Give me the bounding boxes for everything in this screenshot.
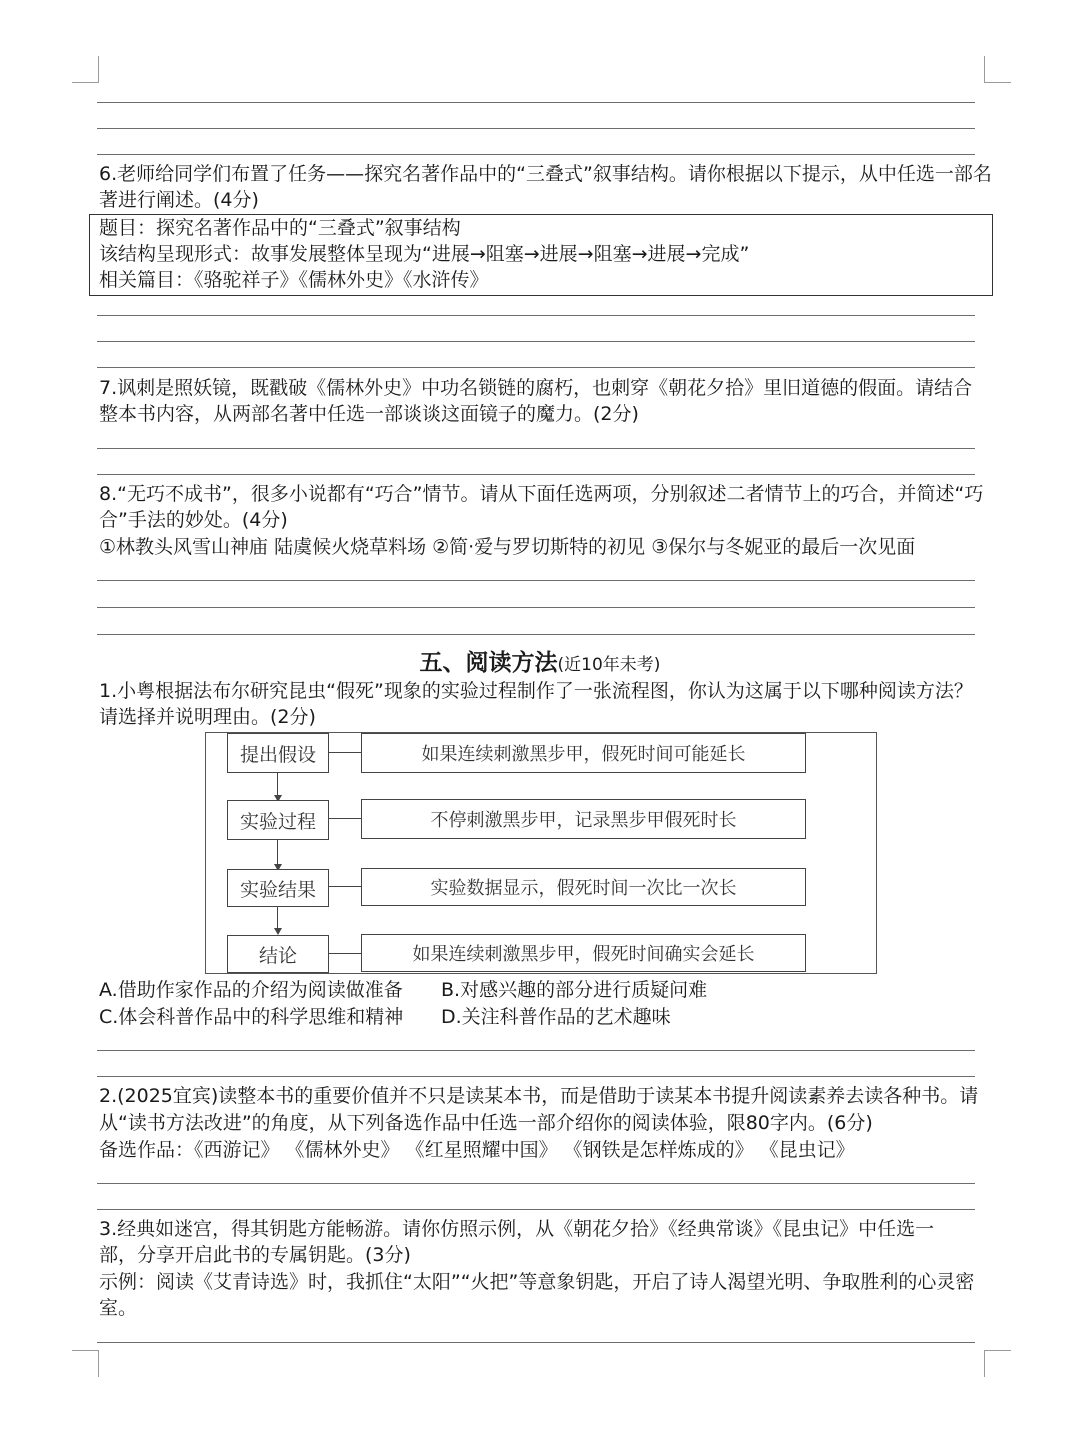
corner-mark-bottom-right: [984, 1350, 1011, 1377]
q6-hint-form: 该结构呈现形式：故事发展整体呈现为“进展→阻塞→进展→阻塞→进展→完成”: [99, 243, 750, 265]
answer-line: [97, 128, 975, 129]
corner-mark-bottom-left: [72, 1350, 99, 1377]
answer-line: [97, 1342, 975, 1343]
answer-line: [97, 580, 975, 581]
flow-connector: [329, 818, 361, 819]
answer-line: [97, 448, 975, 449]
section-heading: [0, 644, 1080, 677]
s3-prompt-line2: 部，分享开启此书的专属钥匙。(3分): [99, 1244, 411, 1266]
q6-prompt-line2: 著进行阐述。(4分): [99, 189, 259, 211]
flow-connector: [329, 886, 361, 887]
flow-arrow-line: [277, 907, 278, 930]
flow-desc-process: 不停刺激黑步甲，记录黑步甲假死时长: [361, 799, 806, 839]
flow-desc-result: 实验数据显示，假死时间一次比一次长: [361, 868, 806, 906]
s3-prompt-line1: 3.经典如迷宫，得其钥匙方能畅游。请你仿照示例，从《朝花夕拾》《经典常谈》《昆虫记》中任选一: [99, 1218, 935, 1240]
answer-line: [97, 154, 975, 155]
flow-arrow-line: [277, 840, 278, 866]
q8-prompt-line2: 合”手法的妙处。(4分): [99, 509, 288, 531]
s1-choice-a: A.借助作家作品的介绍为阅读做准备: [99, 979, 403, 1001]
q7-prompt-line2: 整本书内容，从两部名著中任选一部谈谈这面镜子的魔力。(2分): [99, 403, 639, 425]
answer-line: [97, 1076, 975, 1077]
flow-step-hypothesis: 提出假设: [227, 733, 329, 773]
flow-desc-hypothesis: 如果连续刺激黑步甲，假死时间可能延长: [361, 733, 806, 773]
answer-line: [97, 315, 975, 316]
s2-prompt-line2: 从“读书方法改进”的角度，从下列备选作品中任选一部介绍你的阅读体验，限80字内。(6分): [99, 1112, 873, 1134]
s1-choice-d: D.关注科普作品的艺术趣味: [441, 1006, 671, 1028]
s1-prompt-line1: 1.小粤根据法布尔研究昆虫“假死”现象的实验过程制作了一张流程图，你认为这属于以下哪种阅读方法？: [99, 680, 973, 702]
flow-connector: [329, 752, 361, 753]
answer-line: [97, 341, 975, 342]
answer-line: [97, 102, 975, 103]
s1-choice-c: C.体会科普作品中的科学思维和精神: [99, 1006, 404, 1028]
s2-prompt-line1: 2.(2025宜宾)读整本书的重要价值并不只是读某本书，而是借助于读某本书提升阅读素养去读各种书。请: [99, 1085, 979, 1107]
q6-prompt-line1: 6.老师给同学们布置了任务——探究名著作品中的“三叠式”叙事结构。请你根据以下提示，从中任选一部名: [99, 163, 992, 185]
corner-mark-top-left: [72, 56, 99, 83]
q7-prompt-line1: 7.讽刺是照妖镜，既戳破《儒林外史》中功名锁链的腐朽，也刺穿《朝花夕拾》里旧道德的假面。请结合: [99, 377, 973, 399]
section-note: (近10年未考): [557, 655, 661, 675]
flow-step-process: 实验过程: [227, 800, 329, 840]
answer-line: [97, 607, 975, 608]
flow-connector: [329, 953, 361, 954]
q8-options: ①林教头风雪山神庙 陆虞候火烧草料场 ②简·爱与罗切斯特的初见 ③保尔与冬妮亚的最后一次见面: [99, 536, 916, 558]
q8-prompt-line1: 8.“无巧不成书”，很多小说都有“巧合”情节。请从下面任选两项，分别叙述二者情节上的巧合，并简述“巧: [99, 483, 984, 505]
flow-arrow-head: [274, 928, 282, 935]
flow-step-conclusion: 结论: [227, 935, 329, 973]
answer-line: [97, 1209, 975, 1210]
answer-line: [97, 1050, 975, 1051]
s1-prompt-line2: 请选择并说明理由。(2分): [99, 706, 316, 728]
answer-line: [97, 1183, 975, 1184]
s3-example-line2: 室。: [99, 1297, 138, 1319]
q6-hint-title: 题目：探究名著作品中的“三叠式”叙事结构: [99, 217, 461, 239]
q6-hint-works: 相关篇目：《骆驼祥子》《儒林外史》《水浒传》: [99, 269, 489, 291]
flow-arrow-line: [277, 773, 278, 797]
s3-example-line1: 示例：阅读《艾青诗选》时，我抓住“太阳”“火把”等意象钥匙，开启了诗人渴望光明、争取胜利的心灵密: [99, 1271, 975, 1293]
answer-line: [97, 367, 975, 368]
corner-mark-top-right: [984, 56, 1011, 83]
section-title: 五、阅读方法: [419, 650, 558, 676]
answer-line: [97, 634, 975, 635]
flow-desc-conclusion: 如果连续刺激黑步甲，假死时间确实会延长: [361, 934, 806, 972]
s1-choice-b: B.对感兴趣的部分进行质疑问难: [441, 979, 708, 1001]
answer-line: [97, 474, 975, 475]
s2-works: 备选作品：《西游记》 《儒林外史》 《红星照耀中国》 《钢铁是怎样炼成的》 《昆虫记》: [99, 1139, 855, 1161]
flow-step-result: 实验结果: [227, 869, 329, 907]
